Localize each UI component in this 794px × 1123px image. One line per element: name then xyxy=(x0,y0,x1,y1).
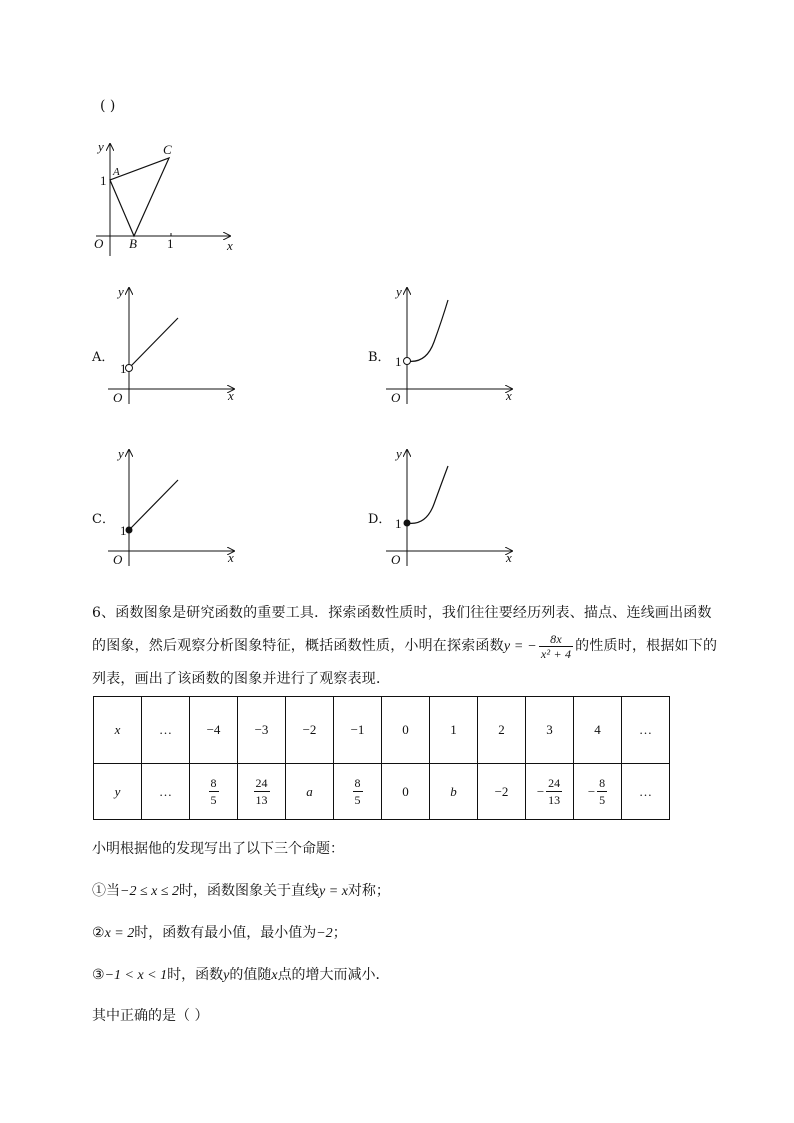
y-cell: 0 xyxy=(382,764,430,820)
numerator: 24 xyxy=(255,776,268,790)
x-cell: 3 xyxy=(526,697,574,764)
minus-sign: − xyxy=(536,783,545,799)
y-cell: … xyxy=(142,764,190,820)
x-cell: 0 xyxy=(382,697,430,764)
question6-line2: 的图象，然后观察分析图象特征，概括函数性质，小明在探索函数y = − $\frac{8x}{\text{x² + 4}}$ 的性质时，根据如下的 xyxy=(92,631,718,661)
svg-text:x: x xyxy=(228,550,234,565)
closed-point xyxy=(126,527,133,534)
question6-line1: 6、函数图象是研究函数的重要工具．探索函数性质时，我们往往要经历列表、描点、连线画出函数 xyxy=(92,605,712,621)
statements-intro: 小明根据他的发现写出了以下三个命题： xyxy=(92,841,344,857)
answer-question: 其中正确的是（ ） xyxy=(92,1008,209,1024)
svg-text:1: 1 xyxy=(120,523,127,538)
x-row xyxy=(94,697,670,764)
option-a-graph[interactable] xyxy=(108,284,238,406)
y-axis-label: y xyxy=(98,139,104,154)
option-d-graph[interactable] xyxy=(386,446,516,568)
open-point xyxy=(404,358,411,365)
question6-text xyxy=(92,597,742,696)
numerator: 8 xyxy=(354,776,361,790)
point-a-label: A xyxy=(113,166,120,178)
y-row xyxy=(94,764,670,820)
x-axis-label: x xyxy=(227,238,233,253)
triangle-figure xyxy=(88,138,248,258)
denominator: 5 xyxy=(210,793,217,807)
answer-paren: ( ) xyxy=(100,98,116,114)
x-cell: x xyxy=(94,697,142,764)
svg-text:1: 1 xyxy=(395,516,402,531)
minus-sign: − xyxy=(587,783,596,799)
x-cell: 4 xyxy=(574,697,622,764)
x-cell: −1 xyxy=(334,697,382,764)
svg-text:y: y xyxy=(118,446,124,461)
svg-text:y: y xyxy=(396,446,402,461)
y-cell: b xyxy=(430,764,478,820)
x-cell: −3 xyxy=(238,697,286,764)
denominator: 5 xyxy=(354,793,361,807)
fraction xyxy=(353,775,363,808)
tick-one-y: 1 xyxy=(100,173,107,188)
tick-one-x: 1 xyxy=(167,236,174,251)
svg-text:y: y xyxy=(118,284,124,299)
y-cell xyxy=(190,764,238,820)
y-cell: … xyxy=(622,764,670,820)
numerator: 8 xyxy=(210,776,217,790)
origin-label: O xyxy=(94,236,104,251)
svg-text:O: O xyxy=(113,552,123,567)
option-d-label[interactable]: D． xyxy=(368,512,392,527)
denominator: 5 xyxy=(599,793,606,807)
x-cell: 2 xyxy=(478,697,526,764)
fraction xyxy=(546,775,562,808)
open-point xyxy=(126,365,133,372)
y-cell: y xyxy=(94,764,142,820)
fraction xyxy=(254,775,270,808)
denominator: 13 xyxy=(255,793,268,807)
svg-text:x: x xyxy=(506,550,512,565)
x-cell: … xyxy=(622,697,670,764)
closed-point xyxy=(404,520,411,527)
svg-text:y: y xyxy=(396,284,402,299)
svg-text:1: 1 xyxy=(120,361,127,376)
option-c-line xyxy=(129,480,178,530)
statement-3: ③−1 < x < 1时，函数y的值随x点的增大而减小． xyxy=(92,967,390,983)
option-b-label[interactable]: B． xyxy=(368,350,391,365)
y-cell: −2 xyxy=(478,764,526,820)
svg-text:x: x xyxy=(228,388,234,403)
option-b-curve xyxy=(407,300,448,361)
svg-text:O: O xyxy=(391,390,401,405)
option-a-line xyxy=(131,318,178,366)
option-a-label[interactable]: A． xyxy=(92,350,115,365)
statement-2: ②x = 2时，函数有最小值，最小值为−2； xyxy=(92,925,347,941)
y-cell: a xyxy=(286,764,334,820)
function-fraction: $\frac{8x}{\text{x² + 4}}$ xyxy=(540,631,572,661)
svg-text:O: O xyxy=(391,552,401,567)
values-table xyxy=(93,696,670,820)
numerator: 8 xyxy=(599,776,606,790)
y-cell xyxy=(238,764,286,820)
y-cell xyxy=(526,764,574,820)
function-lhs: y = − xyxy=(503,639,537,654)
option-b-graph[interactable] xyxy=(386,284,516,406)
x-cell: 1 xyxy=(430,697,478,764)
question6-line3: 列表，画出了该函数的图象并进行了观察表现． xyxy=(92,671,391,687)
x-cell: −2 xyxy=(286,697,334,764)
y-cell xyxy=(334,764,382,820)
fraction xyxy=(209,775,219,808)
point-b-label: B xyxy=(129,236,137,251)
option-c-label[interactable]: C． xyxy=(92,512,115,527)
svg-text:x: x xyxy=(506,388,512,403)
point-c-label: C xyxy=(163,142,172,157)
svg-text:O: O xyxy=(113,390,123,405)
denominator: 13 xyxy=(548,793,561,807)
x-cell: −4 xyxy=(190,697,238,764)
numerator: 24 xyxy=(548,776,561,790)
option-d-curve xyxy=(407,466,448,523)
y-cell xyxy=(574,764,622,820)
svg-text:1: 1 xyxy=(395,354,402,369)
fraction xyxy=(597,775,607,808)
x-cell: … xyxy=(142,697,190,764)
option-c-graph[interactable] xyxy=(108,446,238,568)
statement-1: ①当−2 ≤ x ≤ 2时，函数图象关于直线y = x对称； xyxy=(92,883,390,899)
